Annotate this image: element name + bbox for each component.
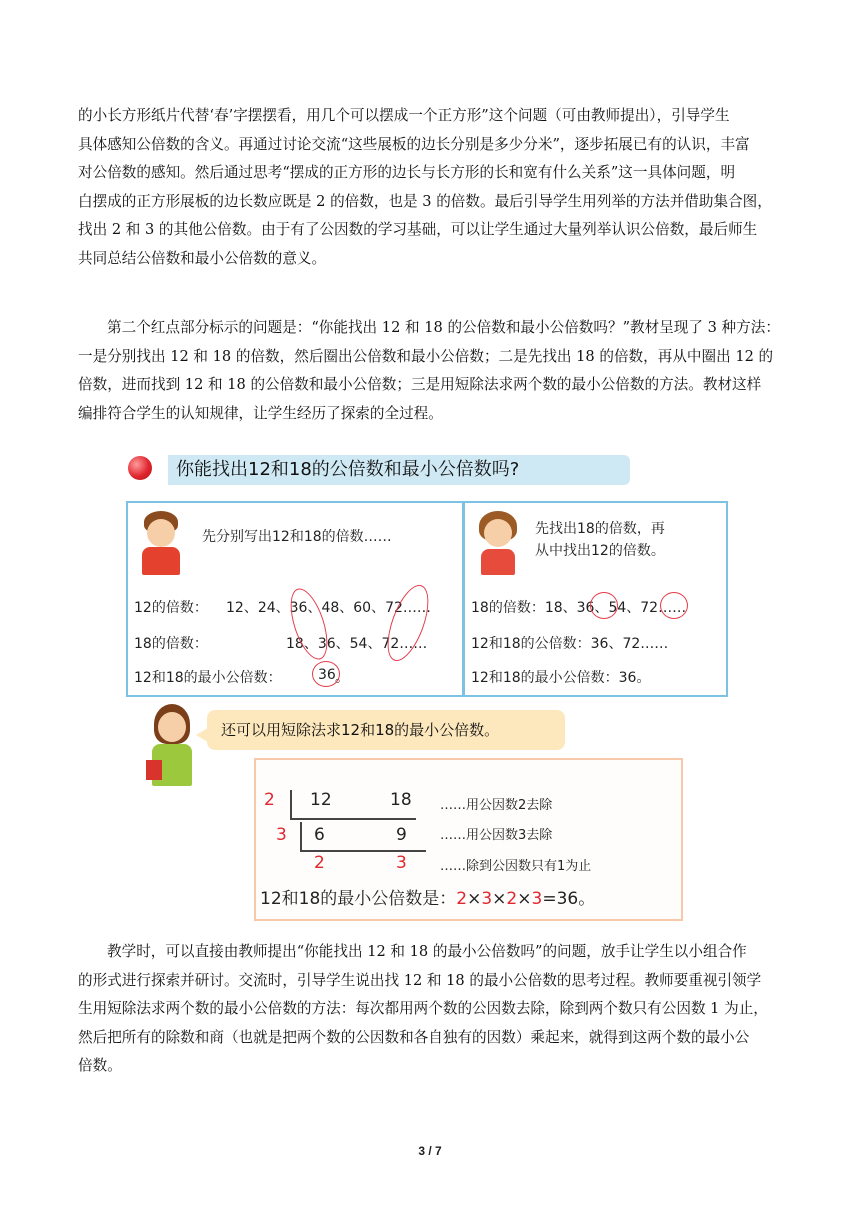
multiples-of-12-values: 12、24、36、48、60、72……: [226, 600, 431, 616]
times-sign: ×: [467, 889, 482, 909]
final-quotient-2: 2: [314, 853, 325, 873]
boy-illustration: [138, 511, 184, 575]
text-line: 教学时，可以直接由教师提出“你能找出 12 和 18 的最小公倍数吗”的问题，放手让学生以小组合作: [107, 943, 747, 960]
divisor-2: 2: [264, 790, 275, 810]
method-two-panel: [463, 501, 728, 697]
circle-36: [590, 592, 618, 619]
quotient-6: 6: [314, 825, 325, 845]
text-line: 然后把所有的除数和商（也就是把两个数的公因数和各自独有的因数）乘起来，就得到这两个数的最小公: [78, 1028, 750, 1046]
text-line: 一是分别找出 12 和 18 的倍数，然后圈出公倍数和最小公倍数；二是先找出 18 的倍数，再从中圈出 12 的: [78, 347, 774, 365]
division-bracket-1: [290, 790, 292, 818]
division-line-1: [290, 818, 416, 820]
teacher-speech-bubble: 还可以用短除法求12和18的最小公倍数。: [207, 710, 565, 750]
lcm-label: 12和18的最小公倍数：: [134, 670, 282, 686]
girl-illustration: [475, 511, 521, 575]
factor: 2: [456, 889, 468, 909]
factor: 3: [531, 889, 543, 909]
result-value: =36。: [542, 889, 596, 909]
text-line: 白摆成的正方形展板的边长数应既是 2 的倍数，也是 3 的倍数。最后引导学生用列举的方法并借助集合图，: [78, 192, 772, 210]
multiples-of-12-label: 12的倍数：: [134, 600, 208, 616]
circle-72-ellipse: [379, 580, 436, 666]
note-2: ……用公因数3去除: [440, 828, 553, 843]
times-sign: ×: [492, 889, 507, 909]
common-multiples: 12和18的公倍数：36、72……: [471, 636, 669, 652]
circle-72: [660, 592, 688, 619]
girl-speech-line-1: 先找出18的倍数，再: [535, 521, 665, 537]
text-line: 找出 2 和 3 的其他公倍数。由于有了公因数的学习基础，可以让学生通过大量列举认识公倍数，最后师生: [78, 221, 758, 238]
note-1: ……用公因数2去除: [440, 798, 553, 813]
text-line: 倍数，进而找到 12 和 18 的公倍数和最小公倍数；三是用短除法求两个数的最小公倍数的方法。教材这样: [78, 376, 762, 393]
girl-speech-line-2: 从中找出12的倍数。: [535, 543, 665, 559]
lcm-result: [260, 884, 595, 909]
result-prefix: 12和18的最小公倍数是：: [260, 889, 457, 909]
times-sign: ×: [517, 889, 532, 909]
note-3: ……除到公因数只有1为止: [440, 859, 592, 874]
multiples-of-18-list: 18的倍数：18、36、54、72……: [471, 600, 687, 616]
division-line-2: [300, 850, 426, 852]
text-line: 对公倍数的感知。然后通过思考“摆成的正方形的边长与长方形的长和宽有什么关系”这一具体问题，明: [78, 164, 736, 181]
paragraph-2: [78, 314, 786, 428]
text-line: 共同总结公倍数和最小公倍数的意义。: [78, 249, 327, 267]
multiples-of-18-values: 18、36、54、72……: [286, 636, 428, 652]
text-line: 第二个红点部分标示的问题是：“你能找出 12 和 18 的公倍数和最小公倍数吗？”教材呈现了 3 种方法：: [107, 319, 780, 336]
multiples-of-18-label: 18的倍数：: [134, 636, 208, 652]
dividend-12: 12: [310, 790, 332, 810]
dividend-18: 18: [390, 790, 412, 810]
least-common-multiple: 12和18的最小公倍数：36。: [471, 670, 651, 686]
method-one-panel: [126, 501, 464, 697]
factor: 2: [506, 889, 518, 909]
lcm-end: 。: [335, 670, 349, 686]
quotient-9: 9: [396, 825, 407, 845]
divisor-3: 3: [276, 825, 287, 845]
page-number: 3 / 7: [418, 1144, 442, 1158]
lcm-value: 36: [318, 667, 336, 683]
circle-36-lcm: [312, 661, 340, 687]
division-bracket-2: [300, 822, 302, 850]
text-line: 编排符合学生的认知规律，让学生经历了探索的全过程。: [78, 404, 443, 422]
final-quotient-3: 3: [396, 853, 407, 873]
text-line: 倍数。: [78, 1057, 122, 1074]
text-line: 的小长方形纸片代替‘春’字摆摆看，用几个可以摆成一个正方形”这个问题（可由教师提出），引导学生: [78, 107, 730, 124]
boy-speech: 先分别写出12和18的倍数……: [202, 529, 392, 545]
red-dot-icon: [128, 456, 152, 480]
paragraph-3: [78, 938, 786, 1081]
text-line: 的形式进行探索并研讨。交流时，引导学生说出找 12 和 18 的最小公倍数的思考过程。教师要重视引领学: [78, 971, 762, 989]
figure-title: 你能找出12和18的公倍数和最小公倍数吗?: [168, 455, 630, 485]
factor: 3: [481, 889, 493, 909]
paragraph-1: [78, 102, 786, 273]
text-line: 生用短除法求两个数的最小公倍数的方法：每次都用两个数的公因数去除，除到两个数只有公因数 1 为止，: [78, 1000, 768, 1017]
text-line: 具体感知公倍数的含义。再通过讨论交流“这些展板的边长分别是多少分米”，逐步拓展已有的认识，丰富: [78, 135, 750, 153]
teacher-illustration: [146, 704, 200, 786]
